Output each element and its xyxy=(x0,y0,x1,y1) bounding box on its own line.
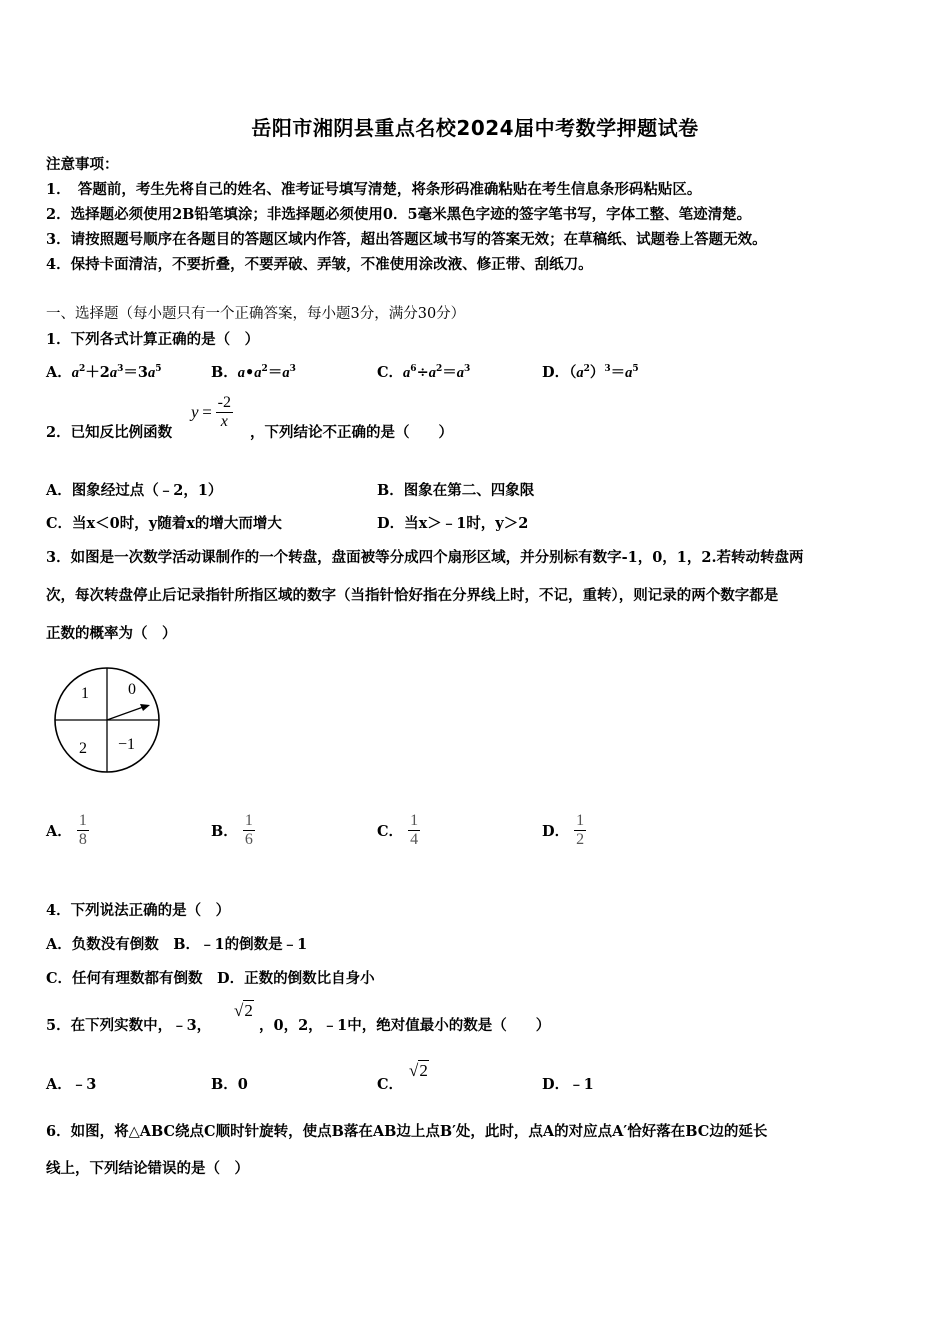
q3-option-b xyxy=(211,812,255,849)
section-heading: 一、选择题（每小题只有一个正确答案，每小题3分，满分30分） xyxy=(46,306,466,322)
q3-option-d-num: 1 xyxy=(576,812,585,829)
q1-option-d: D．$(a^2)^3=a^5$ xyxy=(542,364,639,381)
q6-line-2: 线上，下列结论错误的是（ ） xyxy=(46,1160,249,1177)
q2-function xyxy=(191,394,233,431)
q1-stem: 1．下列各式计算正确的是（ ） xyxy=(46,331,260,348)
q3-option-a-fraction xyxy=(77,812,89,849)
q3-option-d-label: D． xyxy=(542,823,570,840)
q4-options-cd: C．任何有理数都有倒数 D．正数的倒数比自身小 xyxy=(46,970,375,987)
q1-option-a-label: A． xyxy=(46,364,72,381)
q1-option-c-label: C． xyxy=(377,364,404,381)
q3-option-a-label: A． xyxy=(46,823,72,840)
q2-func-num: -2 xyxy=(217,394,231,411)
q3-option-b-fraction xyxy=(243,812,255,849)
q3-option-c-num: 1 xyxy=(410,812,419,829)
q4-options-ab: A．负数没有倒数 B．﹣1的倒数是﹣1 xyxy=(46,936,308,953)
q2-stem-post: ，下列结论不正确的是（ ） xyxy=(250,424,453,441)
q2-option-c: C．当x＜0时，y随着x的增大而增大 xyxy=(46,515,282,532)
q3-option-b-den: 6 xyxy=(244,831,253,848)
q3-option-b-label: B． xyxy=(211,823,238,840)
q3-line-1: 3．如图是一次数学活动课制作的一个转盘，盘面被等分成四个扇形区域，并分别标有数字-1，0，1，2.若转动转盘两 xyxy=(46,549,804,566)
q2-option-d: D．当x＞﹣1时，y＞2 xyxy=(377,515,529,532)
q3-option-a xyxy=(46,812,89,849)
q1-option-c: C．$a^6\div a^2=a^3$ xyxy=(377,364,471,381)
q4-stem: 4．下列说法正确的是（ ） xyxy=(46,902,231,919)
q5-option-a: A．﹣3 xyxy=(46,1076,97,1093)
q2-func-den: x xyxy=(220,413,228,430)
q1-option-d-label: D． xyxy=(542,364,570,381)
notice-item-4: 4．保持卡面清洁，不要折叠，不要弄破、弄皱，不准使用涂改液、修正带、刮纸刀。 xyxy=(46,256,593,273)
notice-item-1: 1． 答题前，考生先将自己的姓名、准考证号填写清楚，将条形码准确粘贴在考生信息条形码粘贴区。 xyxy=(46,181,702,198)
q2-func-y: y xyxy=(191,402,199,422)
q3-option-c-fraction xyxy=(408,812,420,849)
q3-option-c xyxy=(377,812,420,849)
q2-func-eq: = xyxy=(202,402,212,422)
q5-option-c-label: C． xyxy=(377,1076,404,1093)
q5-sqrt-2: √2 xyxy=(234,1001,253,1020)
q3-line-3: 正数的概率为（ ） xyxy=(46,625,177,642)
q3-option-a-den: 8 xyxy=(78,831,87,848)
q3-option-d-fraction xyxy=(574,812,586,849)
q5-option-b: B．0 xyxy=(211,1076,248,1093)
q1-option-a: A．$a^2+2a^3=3a^5$ xyxy=(46,364,162,381)
q2-stem-pre: 2．已知反比例函数 xyxy=(46,424,173,441)
q1-option-b-label: B． xyxy=(211,364,238,381)
notice-heading: 注意事项： xyxy=(46,156,119,173)
q3-line-2: 次，每次转盘停止后记录指针所指区域的数字（当指针恰好指在分界线上时，不记，重转），则记录的两个数字都是 xyxy=(46,587,779,604)
spinner-label-neg1: −1 xyxy=(118,736,136,753)
notice-item-2: 2．选择题必须使用2B铅笔填涂；非选择题必须使用0．5毫米黑色字迹的签字笔书写，字体工整、笔迹清楚。 xyxy=(46,206,752,223)
spinner-figure xyxy=(48,664,168,784)
q1-option-b: B．$a•a^2=a^3$ xyxy=(211,364,296,381)
q2-func-fraction xyxy=(216,394,233,431)
spinner-pointer-arrowhead xyxy=(140,704,150,711)
q5-stem-post: ，0，2，﹣1中，绝对值最小的数是（ ） xyxy=(259,1017,551,1034)
page-title: 岳阳市湘阴县重点名校2024届中考数学押题试卷 xyxy=(251,116,699,140)
q5-option-c-sqrt: √2 xyxy=(409,1061,428,1080)
spinner-pointer xyxy=(107,706,146,720)
q3-option-c-den: 4 xyxy=(410,831,419,848)
q3-option-d xyxy=(542,812,586,849)
q5-stem-pre: 5．在下列实数中，﹣3， xyxy=(46,1017,212,1034)
q6-line-1: 6．如图，将△ABC绕点C顺时针旋转，使点B落在AB边上点B′处，此时，点A的对应点A′恰好落在BC边的延长 xyxy=(46,1123,768,1140)
q5-option-d: D．﹣1 xyxy=(542,1076,594,1093)
spinner-label-1: 1 xyxy=(81,685,89,702)
q2-option-a: A．图象经过点（﹣2，1） xyxy=(46,482,223,499)
q5-option-c-radicand: 2 xyxy=(419,1061,428,1080)
notice-item-3: 3．请按照题号顺序在各题目的答题区域内作答，超出答题区域书写的答案无效；在草稿纸、试题卷上答题无效。 xyxy=(46,231,767,248)
spinner-label-2: 2 xyxy=(79,740,87,757)
spinner-label-0: 0 xyxy=(128,681,136,698)
q3-option-c-label: C． xyxy=(377,823,404,840)
q3-option-b-num: 1 xyxy=(244,812,253,829)
q5-sqrt-radicand: 2 xyxy=(244,1001,253,1020)
q2-option-b: B．图象在第二、四象限 xyxy=(377,482,535,499)
q3-option-d-den: 2 xyxy=(576,831,585,848)
q3-option-a-num: 1 xyxy=(78,812,87,829)
